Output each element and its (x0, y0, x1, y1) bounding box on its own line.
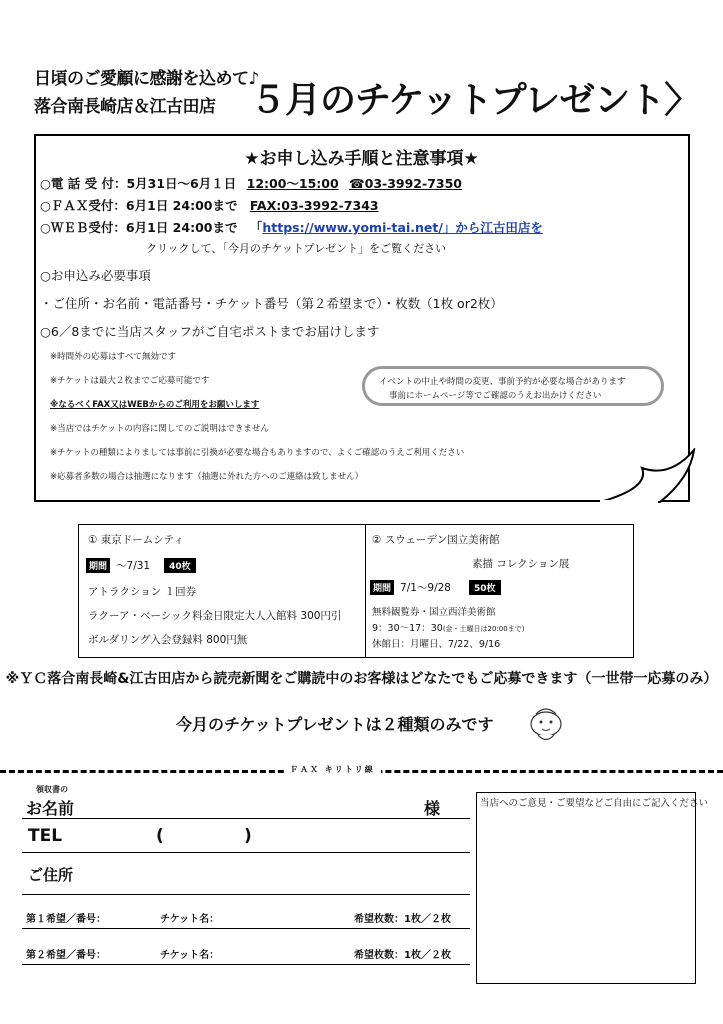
name-label: お名前 (26, 799, 75, 818)
name-field-line[interactable] (22, 818, 470, 819)
header-store-names: 落合南長崎店＆江古田店 (34, 97, 216, 117)
header-greeting: 日頃のご愛顧に感謝を込めて♪ (34, 69, 259, 89)
choice-2-quantity: 希望枚数：1枚／２枚 (354, 950, 451, 961)
mascot-icon (528, 702, 564, 746)
page-curl-icon (600, 448, 696, 510)
web-line: ○ＷＥＢ受付：6月1日 24:00まで 「https://www.yomi-tai.net/」から江古田店を (40, 220, 543, 235)
ticket-1-count: 40枚 (164, 558, 196, 573)
fax-number: FAX:03-3992-7343 (249, 198, 379, 213)
choice-1-label: 第１希望／番号： (26, 914, 106, 925)
ticket-1-detail: ボルダリング入会登録料 800円無 (88, 634, 248, 646)
ticket-2-closed-days: 休館日：月曜日、7/22、9/16 (372, 639, 501, 650)
web-instructions: クリックして、「今月のチケットプレゼント」をご覧ください (146, 242, 447, 255)
note-item: ※当店ではチケットの内容に関してのご説明はできません (50, 424, 269, 434)
website-link[interactable]: https://www.yomi-tai.net/ (262, 220, 443, 235)
tel-paren-close: ) (244, 826, 252, 846)
page-title: ５月のチケットプレゼント〉 (250, 80, 700, 121)
choice-1-quantity: 希望枚数：1枚／２枚 (354, 914, 451, 925)
ticket-2-subtitle: 素描 コレクション展 (472, 558, 570, 570)
choice-2-ticket-name: チケット名： (160, 950, 220, 961)
delivery-note: ○6／8までに当店スタッフがご自宅ポストまでお届けします (40, 324, 380, 339)
ticket-2-period: 期間 7/1～9/28 50枚 (370, 580, 501, 595)
month-note: 今月のチケットプレゼントは２種類のみです (176, 715, 494, 734)
eligibility-note: ※ＹＣ落合南長崎&江古田店から読売新聞をご購読中のお客様はどなたでもご応募できます（一世帯一応募のみ） (5, 671, 718, 687)
phone-number: ☎03-3992-7350 (349, 176, 462, 191)
honorific-label: 様 (424, 799, 441, 818)
note-item: ※チケットの種類によりましては事前に引換が必要な場合もありますので、よくご確認のうえご利用ください (50, 448, 465, 458)
required-title: ○お申込み必要事項 (40, 268, 151, 283)
event-caution-pill: イベントの中止や時間の変更、事前予約が必要な場合があります 事前にホームページ等でご確認のうえお出かけください (362, 366, 664, 406)
ticket-1-detail: ラクーア・ベーシック料金日限定大人入館料 300円引 (88, 610, 342, 622)
required-items: ・ご住所・お名前・電話番号・チケット番号（第２希望まで）・枚数（1枚 or2枚） (40, 296, 503, 311)
tel-paren-open: ( (156, 826, 164, 846)
fax-line: ○ＦＡＸ受付：6月1日 24:00まで FAX:03-3992-7343 (40, 198, 379, 213)
ticket-1-detail: アトラクション １回券 (88, 586, 197, 598)
note-item: ※応募者多数の場合は抽選になります（抽選に外れた方へのご連絡は致しません） (50, 472, 364, 482)
choice-1-field-line[interactable] (22, 928, 470, 929)
note-item: ※時間外の応募はすべて無効です (50, 352, 176, 362)
ticket-2-hours: 9：30～17：30(金・土曜日は20:00まで) (372, 623, 525, 634)
cut-line-label: ＦＡＸ キリトリ線 (284, 764, 381, 775)
ticket-2-detail: 無料観覧券・国立西洋美術館 (372, 607, 496, 618)
ticket-2-name: ② スウェーデン国立美術館 (372, 534, 500, 546)
phone-line: ○電 話 受 付：5月31日～6月１日 12:00～15:00 ☎03-3992-7350 (40, 176, 462, 191)
comment-box[interactable] (476, 792, 696, 984)
ticket-1-period: 期間 ～7/31 40枚 (86, 558, 196, 573)
tel-label: TEL (28, 826, 63, 846)
ticket-1-name: ① 東京ドームシティ (88, 534, 184, 546)
choice-2-label: 第２希望／番号： (26, 950, 106, 961)
note-item: ※なるべくFAX又はWEBからのご利用をお願いします (50, 400, 260, 410)
tel-field-line[interactable] (22, 852, 470, 853)
ticket-divider (365, 525, 366, 657)
choice-1-ticket-name: チケット名： (160, 914, 220, 925)
address-field-line[interactable] (22, 894, 470, 895)
address-label: ご住所 (28, 866, 74, 884)
note-item: ※チケットは最大２枚までご応募可能です (50, 376, 210, 386)
notice-title: ★お申し込み手順と注意事項★ (244, 149, 479, 169)
ticket-2-count: 50枚 (469, 580, 501, 595)
choice-2-field-line[interactable] (22, 964, 470, 965)
receipt-label: 領収書の (36, 785, 68, 794)
comment-label: 当店へのご意見・ご要望などご自由にご記入ください (480, 798, 709, 809)
